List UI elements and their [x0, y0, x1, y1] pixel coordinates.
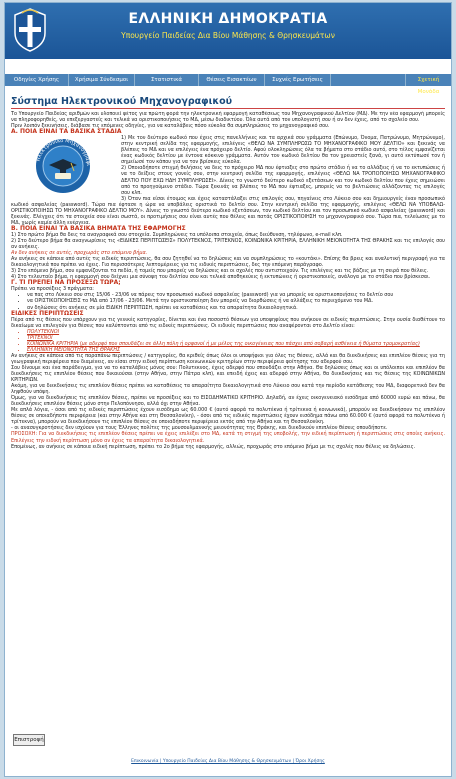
intro-paragraph-2: Πριν λοιπόν ξεκινήσεις, διάβασε τις επόμενες οδηγίες, για να καταλάβεις πόσο εύκολα θα συμπληρώσεις το μηχανογραφικό σου.: [11, 123, 330, 130]
section-d-para-7: ΠΡΟΣΟΧΗ: Για να διεκδικήσεις τις επιπλέον θέσεις πρέπει να έχεις επιλέξει στο ΜΔ, κατά τη στιγμή της υποβολής, την ειδική περίπτωση ή περιπτώσεις στις οποίες ανήκεις. Επιλέγεις την ειδική περίπτωση μόνο αν έχεις τα απαραίτητα δικαιολογητικά.: [11, 431, 445, 444]
section-d-para-2: Σου δίνουμε και ένα παράδειγμα, για να το καταλάβεις μόνος σου: Πολυτεκνος, έχεις αδερφό που σπουδάζει στην Αθήνα. Θα δηλώσεις όπως και οι υπόλοιποι και επιπλέον θα διεκδικήσεις τις επιπλέον θέσεις που δικαιούσαι (στην Αθήνα, στην Πάτρα κλπ), και επειδή έχεις και αδερφό στην Αθήνα, θα διεκδικήσεις και τις θέσεις της ΚΟΙΝΩΝΙΚΩΝ ΚΡΙΤΗΡΙΩΝ.: [11, 364, 445, 384]
step-b2-details: Αν ανήκεις σε κάποια από αυτές τις ειδικές περιπτώσεις, θα σου ζητηθεί να το δηλώσεις και να συμπληρώσεις το «κουτάκι». Επίσης θα βρεις και αναλυτική περιγραφή για τα δικαιολογητικά που πρέπει να έχεις. Για περισσότερες λεπτομέρειες για τις ειδικές περιπτώσεις, δες την επόμενη παράγραφο.: [11, 256, 445, 269]
step-a2: 2) Οποιαδήποτε στιγμή θελήσεις να δεις το πρόχειρο ΜΔ που έφτιαξες στο πρώτο στάδιο ή να το αλλάξεις ή να το εκτυπώσεις ή να το δείξεις στους γονείς σου, στην κεντρική σελίδα της εφαρμογής, επιλέγεις «ΘΕΛΩ ΝΑ ΤΡΟΠΟΠΟΙΗΣΩ ΜΗΧΑΝΟΓΡΑΦΙΚΟ ΔΕΛΤΙΟ ΠΟΥ ΕΧΩ ΗΔΗ ΣΥΜΠΛΗΡΩΣΕΙ». Δίνεις το γνωστό δεύτερο κωδικό εξετάσεων και τον κωδικό δελτίου που έχεις σημειώσει από το προηγούμενο στάδιο. Τώρα ξεκινάς να βλέπεις το ΜΔ που έφτιαξες, μπορείς να το βελτιώσεις αλλάζοντας τις επιλογές σου κλπ.: [121, 165, 445, 196]
step-a1: 1) Με τον δεύτερο κωδικό που έχεις στις πανελλήνιες και τα αρχικά σου γράμματα (Επώνυμο, Όνομα, Πατρώνυμο, Μητρώνυμο), στην κεντρική σελίδα της εφαρμογής, επιλέγεις «ΘΕΛΩ ΝΑ ΣΥΜΠΛΗΡΩΣΩ ΤΟ ΜΗΧΑΝΟΓΡΑΦΙΚΟ ΜΟΥ ΔΕΛΤΙΟ» και ξεκινάς να βλέπεις το ΜΔ και να επιλέγεις ένα πρόχειρο δελτίο. Αφού ολοκληρώσεις όλα τα βήματα στο στάδιο αυτό, στο τέλος εμφανίζεται ένας κωδικός δελτίου με έντονα κόκκινο γράμματα. Αυτόν τον κωδικό δελτίου θα τον χρειαστείς ξανά, γι αυτό εκτύπωσέ τον ή σημείωσέ τον κάπου για να τον βρίσκεις εύκολα.: [121, 135, 445, 166]
special-case-link-polyteknoi[interactable]: • ΠΟΛΥΤΕΚΝΟΙ: [27, 329, 445, 335]
list-item: • να πας στο Λύκειο σου στις 15/06 - 23/06 να πάρεις τον προσωπικό κωδικό ασφαλείας (password) για να μπορείς να οριστικοποιήσεις το δελτίο σου: [27, 292, 445, 298]
ministry-subtitle: Υπουργείο Παιδείας Δια Βίου Μάθησης & Θρησκευμάτων: [121, 31, 335, 40]
special-cases-list: [11, 329, 445, 353]
section-b-heading: Β. ΠΟΙΑ ΕΙΝΑΙ ΤΑ ΒΑΣΙΚΑ ΒΗΜΑΤΑ ΤΗΣ ΕΦΑΡΜΟΓΗΣ: [11, 224, 186, 232]
section-d-para-8: Επομένως, αν ανήκεις σε κάποια ειδική περίπτωση, πρέπει το 2ο βήμα της εφαρμογής, αλλιώς, προχωράς στο επόμενο βήμα με τις σχολές που θέλεις να δηλώσεις.: [11, 443, 416, 450]
section-a-heading: Α. ΠΟΙΑ ΕΙΝΑΙ ΤΑ ΒΑΣΙΚΑ ΣΤΑΔΙΑ: [11, 128, 122, 136]
special-case-link-triteknoi[interactable]: • ΤΡΙΤΕΚΝΟΙ: [27, 335, 445, 341]
nav-item-faq[interactable]: Συχνές Ερωτήσεις: [265, 74, 331, 86]
page-title: Σύστημα Ηλεκτρονικού Μηχανογραφικού: [11, 96, 445, 109]
section-c-list: [11, 292, 445, 310]
special-case-link-social-criteria[interactable]: • ΚΟΙΝΩΝΙΚΑ ΚΡΙΤΗΡΙΑ (με αδερφό που σπουδάζει σε άλλη πόλη ή ορφανοί ή με μέλος της οικογένειας που πάσχει από σοβαρή ασθένεια ή θύματα τρομοκρατίας): [27, 341, 445, 347]
nav-item-instructions[interactable]: Οδηγίες Χρήσης: [5, 74, 69, 86]
section-d-para-4: Όμως, για να διεκδικήσεις τις επιπλέον θέσεις, πρέπει να προσέξεις και το ΕΙΣΟΔΗΜΑΤΙΚΟ ΚΡΙΤΗΡΙΟ. Δηλαδή, αν έχεις οικογενειακό εισόδημα από 60000 ευρώ και πάνω, θα διεκδικήσεις επιπλέον θέσεις μόνο στην Πελοπόννησο, αλλά όχι στην Αθήνα.: [11, 395, 445, 408]
intro-paragraph: Το Υπουργείο Παιδείας αριθμών και υλοποιεί φέτος για πρώτη φορά την ηλεκτρονική εφαρμογή καταθέσεως του Μηχανογραφικού Δελτίου (ΜΔ). Με την νέα εφαρμογή μπορείς να πληροφορηθείς, να επεξεργαστείς και τελικά να οριστικοποιήσεις το ΜΔ, μέσω διαδικτύου. Όλα αυτά από τον υπολογιστή σου ή αν δεν έχεις, από το σχολείο σου.: [11, 111, 445, 124]
page-container: [4, 2, 452, 777]
back-button[interactable]: Επιστροφή: [13, 734, 45, 746]
step-b3: 3) Στο επόμενο βήμα, σου εμφανίζονται τα πεδία, ή τομείς που μπορείς να δηλώσεις και οι σχολές που αντιστοιχούν. Τις επιλέγεις και τις βάζεις με τη σειρά που θέλεις.: [11, 268, 429, 275]
section-d-para-3: Ακόμη, για να διεκδικήσεις τις επιπλέον θέσεις πρέπει να καταθέσεις τα απαραίτητα δικαιολογητικά στο Λύκειο σου κατά την περίοδο κατάθεσης του ΜΔ, διαφορετικά δεν θα ληφθούν υπόψη.: [11, 383, 445, 396]
list-item: • να ΟΡΙΣΤΙΚΟΠΟΙΗΣΕΙΣ το ΜΔ από 17/06 - 23/06. Μετά την οριστικοποίηση δεν μπορείς να διορθώσεις ή να αλλάξεις το περιεχόμενο του ΜΔ.: [27, 298, 445, 304]
section-d-para-5: Με απλά λόγια, - όσοι από τις ειδικές περιπτώσεις έχουν εισόδημα ως 60.000 € (αυτό αφορά τα πολυτέκνα ή τρίτεκνα ή κοινωνικά), μπορούν να διεκδικήσουν τις επιπλέον θέσεις σε οποιαδήποτε περιφέρεια (και στην Αθήνα και στη Θεσσαλονίκη), - όσοι από τις ειδικές περιπτώσεις έχουν εισόδημα πάνω από 60.000 € (αυτό αφορά τα πολυτέκνα ή τρίτεκνα), μπορούν να διεκδικήσουν τις επιπλέον θέσεις σε οποιαδήποτε περιφέρεια εκτός από την Αθήνα και τη Θεσσαλονίκη.: [11, 407, 445, 426]
step-b2-note: Αν δεν ανήκεις σε αυτές, προχωράς στο επόμενο βήμα.: [11, 250, 148, 257]
section-c-intro: Πρέπει να προσέξεις 3 πράγματα:: [11, 286, 94, 293]
government-title: ΕΛΛΗΝΙΚΗ ΔΗΜΟΚΡΑΤΙΑ: [128, 11, 328, 27]
badge-label: Ηλεκτρονικό Μηχανογραφι: [35, 138, 92, 167]
site-header: [5, 3, 451, 59]
special-case-link-thrace-minority[interactable]: • ΕΛΛΗΝΙΚΗ ΜΕΙΟΝΟΤΗΤΑ ΤΗΣ ΘΡΑΚΗΣ: [27, 347, 445, 353]
footer-links[interactable]: Επικοινωνία | Υπουργείο Παιδείας Δια Βίου Μάθησης & Θρησκευμάτων | Όροι Χρήσης: [131, 759, 325, 764]
section-d-heading: ΕΙΔΙΚΕΣ ΠΕΡΙΠΤΩΣΕΙΣ: [11, 309, 84, 317]
page-footer: [5, 759, 451, 764]
list-item: • αν δηλώσεις ότι ανήκεις σε μία ΕΙΔΙΚΗ ΠΕΡΙΠΤΩΣΗ, πρέπει να καταθέσεις και τα απαραίτητα δικαιολογητικά.: [27, 305, 445, 311]
section-d-para-6: - οι ανασυγκροτήσεις δεν ισχύουν για τους Έλληνες πολίτες της μουσουλμανικής μειονότητας της Θράκης, και διεκδικούν επιπλέον θέσεις οπουδήποτε.: [11, 425, 388, 432]
nav-item-useful-links[interactable]: Χρήσιμα Σύνδεσμοι: [69, 74, 135, 86]
main-content: [11, 111, 445, 731]
step-a3: 3) Όταν πια είσαι έτοιμος και έχεις καταστάλαξει στις επιλογές σου, πηγαίνεις στο Λύκειο σου και δημιουργείς έναν προσωπικό κωδικό ασφαλείας (password). Τώρα πια έφτασε η ώρα να υποβάλεις οριστικά το δελτίο σου. Στην κεντρική σελίδα της εφαρμογής, επιλέγεις «ΘΕΛΩ ΝΑ ΥΠΟΒΑΛΩ-ΟΡΙΣΤΙΚΟΠΟΙΗΣΩ ΤΟ ΜΗΧΑΝΟΓΡΑΦΙΚΟ ΔΕΛΤΙΟ ΜΟΥ». Δίνεις το γνωστό δεύτερο κωδικό εξετάσεων, τον κωδικό δελτίου και τον προσωπικό κωδικό ασφαλείας (password) και ξεκινάς. Ελέγχεις ότι τα στοιχεία σου είναι σωστά, οι προτιμήσεις σου είναι αυτές που θέλεις και πατάς ΟΡΙΣΤΙΚΟΠΟΙΗΣΗ το μηχανογραφικό σου. Τώρα πια, τελείωσες με το ΜΔ, χωρίς καμία άλλη ενέργεια.: [11, 195, 445, 226]
step-b2: 2) Στο δεύτερο βήμα θα αναγνωρίσεις τις «ΕΙΔΙΚΕΣ ΠΕΡΙΠΤΩΣΕΙΣ» ΠΟΛΥΤΕΚΝΟΣ, ΤΡΙΤΕΚΝΟΣ, ΚΟΙΝΩΝΙΚΑ ΚΡΙΤΗΡΙΑ, ΕΛΛΗΝΙΚΗ ΜΕΙΟΝΟΤΗΤΑ ΤΗΣ ΘΡΑΚΗΣ και τις επιλογές σου αν ανήκεις.: [11, 237, 445, 251]
section-d-para-1: Αν ανήκεις σε κάποια από τις παραπάνω περιπτώσεις / κατηγορίες, θα κριθείς όπως όλοι οι υποψήφιοι για όλες τις θέσεις, αλλά και θα διεκδικήσεις και επιπλέον θέσεις για τη γεωγραφική περιφέρεια που διαμένεις, αν είσαι στην ειδική περίπτωση κοινωνικών κριτηρίων στην περιφέρεια φοίτησης του αδερφού σου.: [11, 352, 445, 365]
graduation-badge-icon: [11, 137, 115, 195]
nav-item-home[interactable]: Σχετική Μονάδα: [405, 74, 451, 86]
main-navigation: [5, 74, 451, 95]
nav-item-admission-positions[interactable]: Θέσεις Εισακτέων: [199, 74, 265, 86]
nav-item-statistics[interactable]: Στατιστικά: [135, 74, 199, 86]
section-c-heading: Γ. ΤΙ ΠΡΕΠΕΙ ΝΑ ΠΡΟΣΕΞΩ ΤΩΡΑ;: [11, 279, 121, 287]
e-application-badge: [11, 137, 115, 195]
section-d-intro: Πέρα από τις θέσεις που υπάρχουν για τις γενικές κατηγορίες, δίνεται και ένα ποσοστό θέσεων για υποψηφίους που ανήκουν σε ειδικές περιπτώσεις. Στην ουσία διαθέτουν το δικαίωμα να επιλεγούν για θέσεις που καλύπτονται από τις ειδικές περιπτώσεις. Οι ειδικές περιπτώσεις που αναφέρονται στο Δελτίο είναι:: [11, 316, 445, 329]
step-b4: 4) Στο τελευταίο βήμα, η εφαρμογή σου δείχνει μια σύνοψη του δελτίου σου και τελικά αποθηκεύεις ή εκτυπώνεις ή οριστικοποιείς, ανάλογα με το στάδιο που βρίσκεσαι.: [11, 274, 431, 281]
step-b1: 1) Στο πρώτο βήμα θα δεις τα αναγραφικά σου στοιχεία. Συμπληρώνεις τα υπόλοιπα στοιχεία, όπως διεύθυνση, τηλέφωνο, e-mail κλπ.: [11, 231, 343, 238]
